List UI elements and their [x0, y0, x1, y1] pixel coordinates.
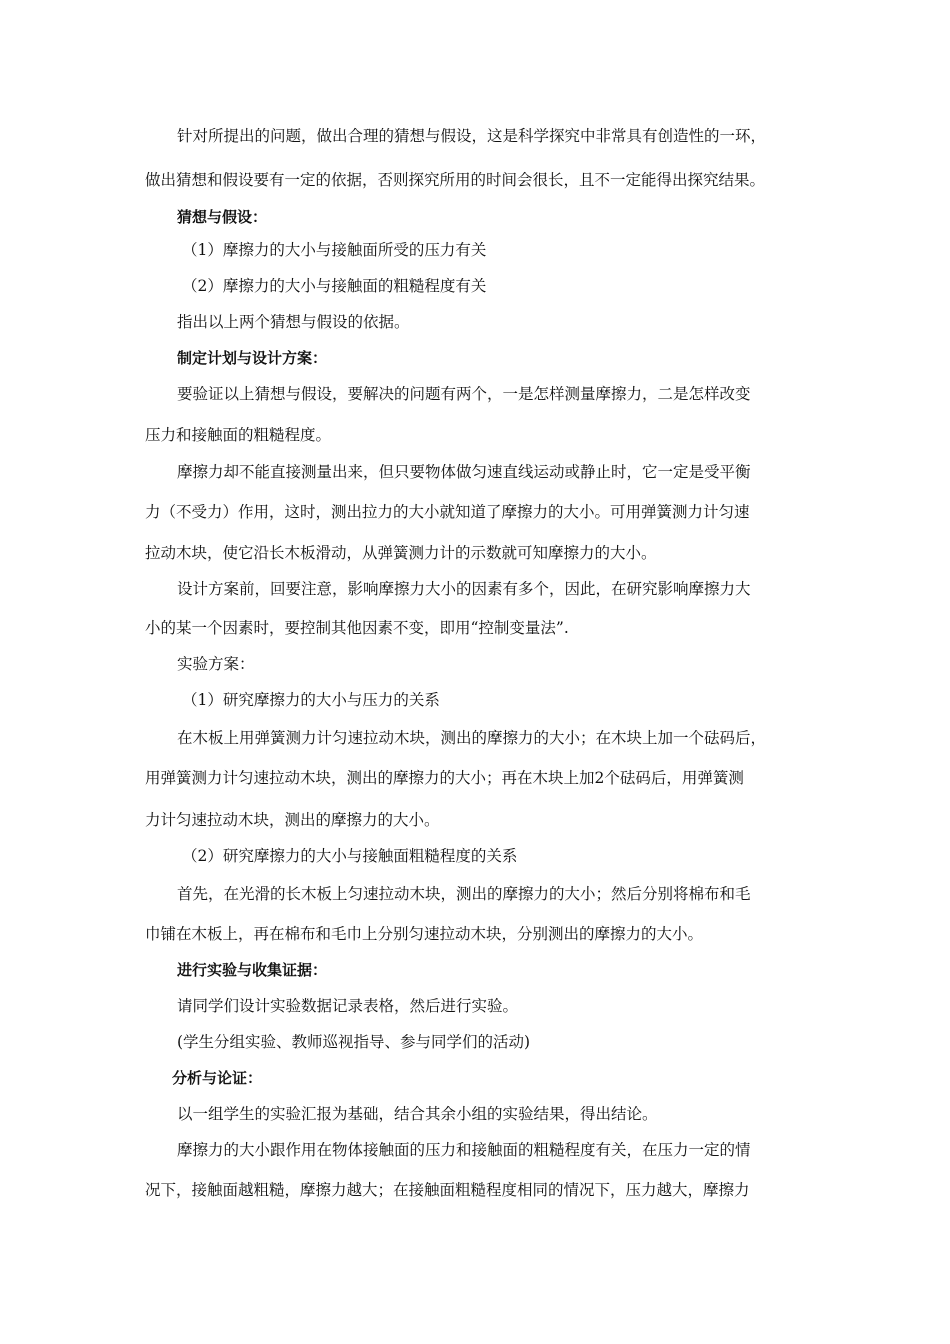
paragraph-line: 以一组学生的实验汇报为基础，结合其余小组的实验结果，得出结论。: [177, 1105, 658, 1123]
paragraph-line: 做出猜想和假设要有一定的依据，否则探究所用的时间会很长，且不一定能得出探究结果。: [145, 171, 766, 189]
paragraph-line: 拉动木块，使它沿长木板滑动，从弹簧测力计的示数就可知摩擦力的大小。: [145, 544, 657, 562]
paragraph-line: 首先，在光滑的长木板上匀速拉动木块，测出的摩擦力的大小；然后分别将棉布和毛: [177, 885, 751, 903]
paragraph-line: 巾铺在木板上，再在棉布和毛巾上分别匀速拉动木块，分别测出的摩擦力的大小。: [145, 925, 704, 943]
paragraph-line: 小的某一个因素时，要控制其他因素不变，即用“控制变量法”.: [145, 619, 569, 637]
list-item: （1）研究摩擦力的大小与压力的关系: [182, 691, 440, 709]
list-item: （1）摩擦力的大小与接触面所受的压力有关: [182, 241, 487, 259]
section-heading: 制定计划与设计方案：: [177, 349, 328, 367]
paragraph-line: 摩擦力却不能直接测量出来，但只要物体做匀速直线运动或静止时，它一定是受平衡: [177, 463, 751, 481]
list-item: （2）摩擦力的大小与接触面的粗糙程度有关: [182, 277, 487, 295]
paragraph-line: 请同学们设计实验数据记录表格，然后进行实验。: [177, 997, 519, 1015]
list-item: （2）研究摩擦力的大小与接触面粗糙程度的关系: [182, 847, 518, 865]
paragraph-line: 况下，接触面越粗糙，摩擦力越大；在接触面粗糙程度相同的情况下，压力越大，摩擦力: [145, 1181, 750, 1199]
paragraph-line: 实验方案：: [177, 655, 255, 673]
paragraph-line: (学生分组实验、教师巡视指导、参与同学们的活动): [177, 1033, 531, 1051]
paragraph-line: 用弹簧测力计匀速拉动木块，测出的摩擦力的大小；再在木块上加2个砝码后，用弹簧测: [145, 769, 744, 787]
paragraph-line: 要验证以上猜想与假设，要解决的问题有两个，一是怎样测量摩擦力，二是怎样改变: [177, 385, 751, 403]
paragraph-line: 力计匀速拉动木块，测出的摩擦力的大小。: [145, 811, 440, 829]
paragraph-line: 设计方案前，回要注意，影响摩擦力大小的因素有多个，因此，在研究影响摩擦力大: [177, 580, 751, 598]
paragraph-line: 压力和接触面的粗糙程度。: [145, 426, 332, 444]
paragraph-line: 在木板上用弹簧测力计匀速拉动木块，测出的摩擦力的大小；在木块上加一个砝码后，: [177, 729, 767, 747]
paragraph-line: 指出以上两个猜想与假设的依据。: [177, 313, 410, 331]
section-heading: 猜想与假设：: [177, 208, 268, 226]
paragraph-line: 摩擦力的大小跟作用在物体接触面的压力和接触面的粗糙程度有关，在压力一定的情: [177, 1141, 751, 1159]
paragraph-line: 针对所提出的问题，做出合理的猜想与假设，这是科学探究中非常具有创造性的一环，: [177, 127, 767, 145]
paragraph-line: 力（不受力）作用，这时，测出拉力的大小就知道了摩擦力的大小。可用弹簧测力计匀速: [145, 503, 750, 521]
section-heading: 进行实验与收集证据：: [177, 961, 328, 979]
section-heading: 分析与论证：: [172, 1069, 263, 1087]
